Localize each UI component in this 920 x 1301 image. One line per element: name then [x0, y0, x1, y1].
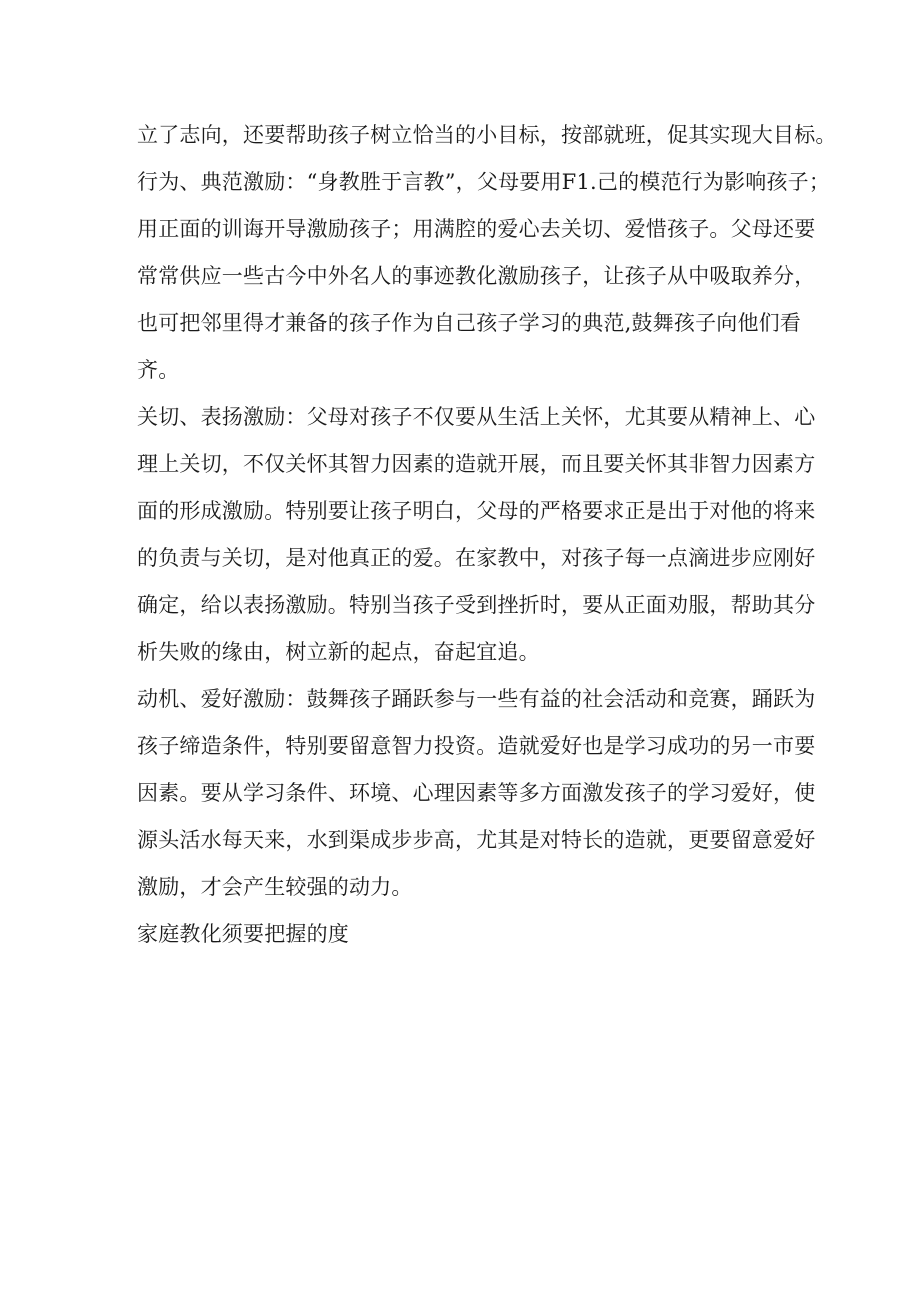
text-line: 源头活水每天来，水到渠成步步高，尤其是对特长的造就，更要留意爱好: [137, 828, 816, 852]
text-line: 常常供应一些古今中外名人的事迹教化激励孩子，让孩子从中吸取养分，: [137, 264, 816, 288]
text-line: 立了志向，还要帮助孩子树立恰当的小目标，按部就班，促其实现大目标。: [137, 123, 837, 147]
section-heading: 家庭教化须要把握的度: [137, 922, 349, 946]
text-line: 激励，才会产生较强的动力。: [137, 875, 413, 899]
document-body: [137, 112, 837, 958]
text-line: 齐。: [137, 358, 180, 382]
text-line: 行为、典范激励：“身教胜于言教”，父母要用F1.己的模范行为影响孩子；: [137, 170, 831, 194]
text-line: 关切、表扬激励：父母对孩子不仅要从生活上关怀，尤其要从精神上、心: [137, 405, 816, 429]
text-line: 理上关切，不仅关怀其智力因素的造就开展，而且要关怀其非智力因素方: [137, 452, 816, 476]
text-line: 用正面的训诲开导激励孩子；用满腔的爱心去关切、爱惜孩子。父母还要: [137, 217, 816, 241]
text-line: 动机、爱好激励：鼓舞孩子踊跃参与一些有益的社会活动和竞赛，踊跃为: [137, 687, 816, 711]
text-line: 面的形成激励。特别要让孩子明白，父母的严格要求正是出于对他的将来: [137, 499, 816, 523]
text-line: 因素。要从学习条件、环境、心理因素等多方面激发孩子的学习爱好，使: [137, 781, 816, 805]
text-line: 析失败的缘由，树立新的起点，奋起宜追。: [137, 640, 540, 664]
text-line: 孩子缔造条件，特别要留意智力投资。造就爱好也是学习成功的另一市要: [137, 734, 816, 758]
text-line: 确定，给以表扬激励。特别当孩子受到挫折时，要从正面劝服，帮助其分: [137, 593, 816, 617]
text-line: 的负责与关切，是对他真正的爱。在家教中，对孩子每一点滴进步应刚好: [137, 546, 816, 570]
text-line: 也可把邻里得才兼备的孩子作为自己孩子学习的典范,鼓舞孩子向他们看: [137, 311, 802, 335]
